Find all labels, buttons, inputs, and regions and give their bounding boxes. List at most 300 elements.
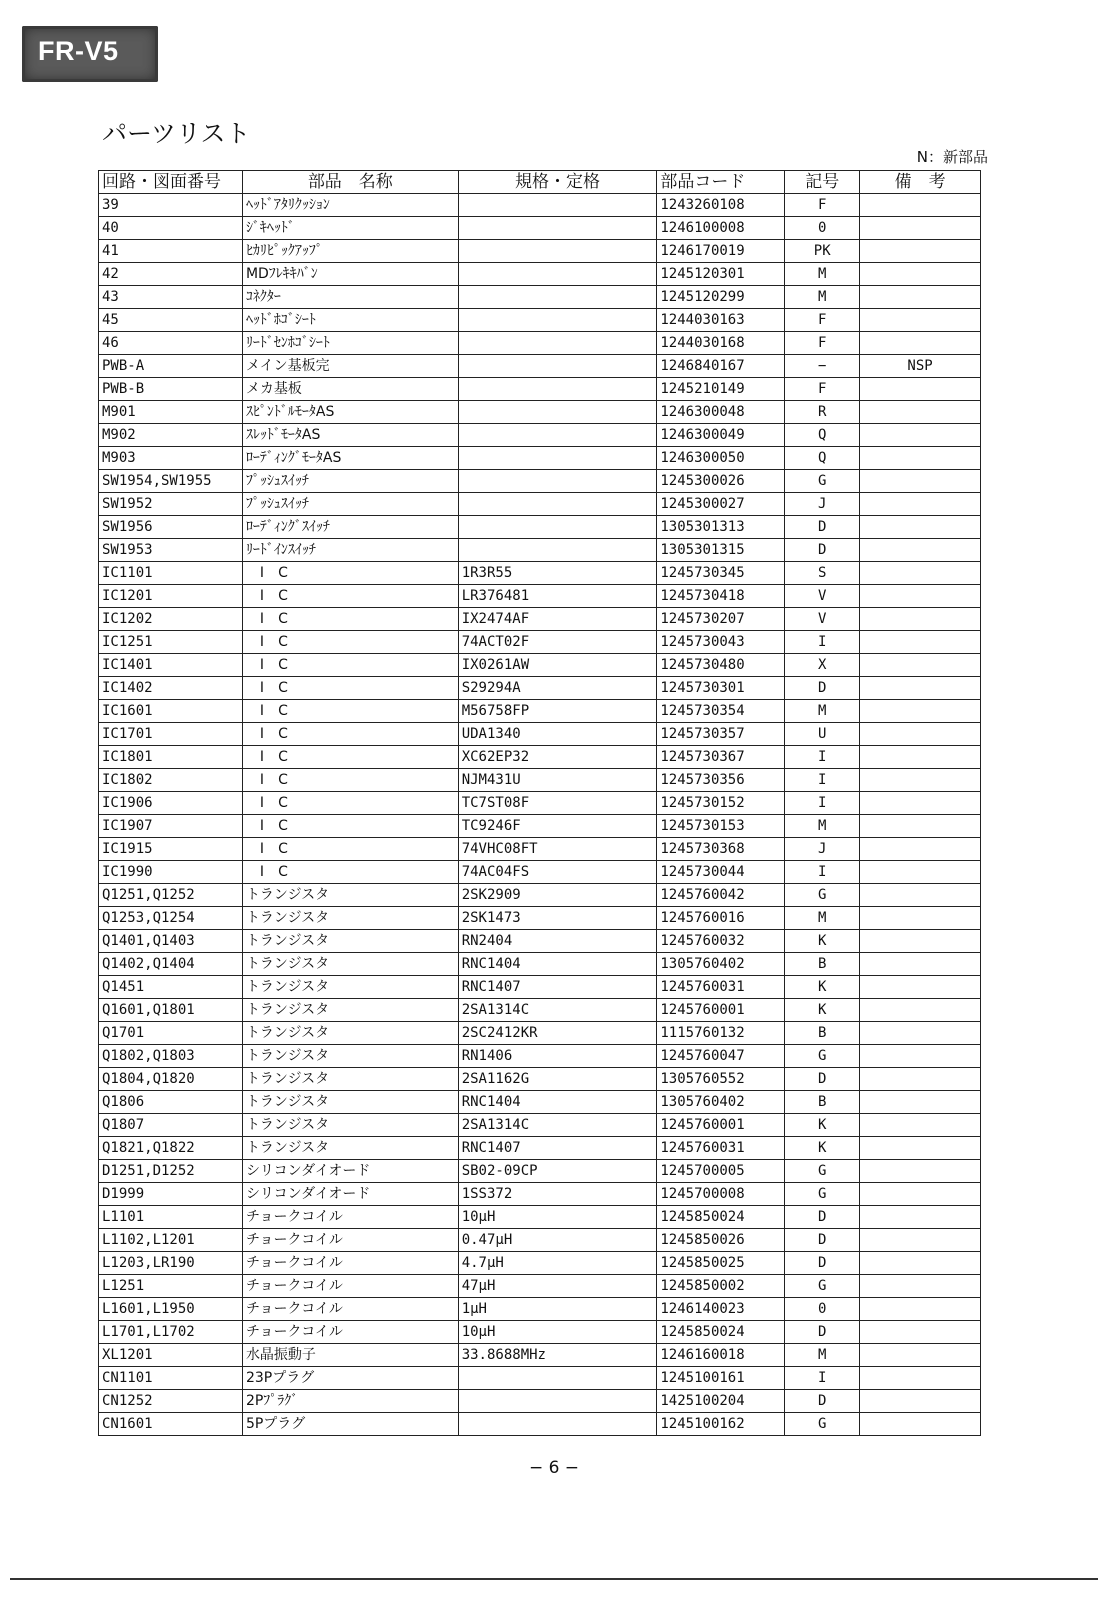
cell-spec: XC62EP32: [458, 746, 657, 769]
cell-ref: XL1201: [99, 1344, 243, 1367]
cell-ref: SW1956: [99, 516, 243, 539]
cell-name: チョークコイル: [242, 1275, 458, 1298]
cell-ref: IC1101: [99, 562, 243, 585]
cell-note: [860, 654, 981, 677]
cell-name: トランジスタ: [242, 1137, 458, 1160]
cell-spec: [458, 355, 657, 378]
cell-sym: B: [785, 1022, 860, 1045]
cell-sym: K: [785, 1114, 860, 1137]
table-row: [99, 1114, 981, 1137]
cell-ref: M903: [99, 447, 243, 470]
cell-ref: IC1401: [99, 654, 243, 677]
table-row: [99, 470, 981, 493]
cell-note: [860, 1252, 981, 1275]
cell-ref: Q1804,Q1820: [99, 1068, 243, 1091]
cell-spec: [458, 194, 657, 217]
cell-ref: IC1801: [99, 746, 243, 769]
cell-spec: 74ACT02F: [458, 631, 657, 654]
table-row: [99, 631, 981, 654]
header-spec: 規格・定格: [458, 171, 657, 194]
cell-ref: IC1701: [99, 723, 243, 746]
table-row: [99, 700, 981, 723]
table-row: [99, 355, 981, 378]
cell-ref: Q1402,Q1404: [99, 953, 243, 976]
cell-code: 1246170019: [657, 240, 785, 263]
cell-code: 1246140023: [657, 1298, 785, 1321]
cell-sym: K: [785, 930, 860, 953]
cell-note: [860, 792, 981, 815]
cell-ref: M901: [99, 401, 243, 424]
cell-name: 水晶振動子: [242, 1344, 458, 1367]
cell-ref: IC1802: [99, 769, 243, 792]
cell-sym: 0: [785, 217, 860, 240]
cell-note: [860, 470, 981, 493]
cell-sym: G: [785, 1183, 860, 1206]
cell-code: 1245730356: [657, 769, 785, 792]
table-row: [99, 999, 981, 1022]
cell-spec: 2SC2412KR: [458, 1022, 657, 1045]
cell-ref: L1701,L1702: [99, 1321, 243, 1344]
cell-name: I C: [242, 838, 458, 861]
cell-name: トランジスタ: [242, 1091, 458, 1114]
cell-note: [860, 1114, 981, 1137]
cell-spec: 33.8688MHz: [458, 1344, 657, 1367]
cell-note: [860, 1275, 981, 1298]
cell-name: ｼﾞｷﾍｯﾄﾞ: [242, 217, 458, 240]
cell-name: トランジスタ: [242, 999, 458, 1022]
cell-ref: PWB-B: [99, 378, 243, 401]
cell-note: [860, 1137, 981, 1160]
cell-code: 1245100161: [657, 1367, 785, 1390]
cell-code: 1246300050: [657, 447, 785, 470]
cell-sym: J: [785, 493, 860, 516]
table-row: [99, 1298, 981, 1321]
cell-ref: Q1807: [99, 1114, 243, 1137]
cell-note: [860, 631, 981, 654]
table-row: [99, 654, 981, 677]
parts-table-body: [99, 194, 981, 1436]
cell-code: 1245300026: [657, 470, 785, 493]
cell-ref: 39: [99, 194, 243, 217]
table-row: [99, 585, 981, 608]
cell-sym: M: [785, 815, 860, 838]
cell-note: [860, 769, 981, 792]
cell-code: 1245760001: [657, 1114, 785, 1137]
cell-note: [860, 907, 981, 930]
table-row: [99, 562, 981, 585]
cell-sym: J: [785, 838, 860, 861]
cell-name: ﾘｰﾄﾞｲﾝｽｲｯﾁ: [242, 539, 458, 562]
cell-code: 1246840167: [657, 355, 785, 378]
cell-sym: I: [785, 861, 860, 884]
cell-name: トランジスタ: [242, 1114, 458, 1137]
cell-spec: 1SS372: [458, 1183, 657, 1206]
cell-note: [860, 263, 981, 286]
cell-code: 1245730207: [657, 608, 785, 631]
cell-ref: Q1806: [99, 1091, 243, 1114]
cell-code: 1245760031: [657, 1137, 785, 1160]
cell-note: [860, 286, 981, 309]
cell-code: 1245730354: [657, 700, 785, 723]
model-badge-text: FR-V5: [38, 36, 119, 66]
cell-ref: IC1906: [99, 792, 243, 815]
cell-code: 1245730152: [657, 792, 785, 815]
cell-sym: V: [785, 585, 860, 608]
cell-sym: G: [785, 884, 860, 907]
cell-ref: Q1253,Q1254: [99, 907, 243, 930]
cell-sym: D: [785, 516, 860, 539]
cell-note: [860, 194, 981, 217]
cell-name: ｺﾈｸﾀｰ: [242, 286, 458, 309]
cell-spec: [458, 1413, 657, 1436]
cell-spec: NJM431U: [458, 769, 657, 792]
table-header-row: [99, 171, 981, 194]
cell-spec: 47μH: [458, 1275, 657, 1298]
cell-sym: −: [785, 355, 860, 378]
table-row: [99, 907, 981, 930]
cell-name: ﾌﾟｯｼｭｽｲｯﾁ: [242, 470, 458, 493]
cell-note: [860, 447, 981, 470]
cell-spec: 2SA1162G: [458, 1068, 657, 1091]
cell-name: チョークコイル: [242, 1206, 458, 1229]
cell-name: メカ基板: [242, 378, 458, 401]
table-row: [99, 493, 981, 516]
cell-sym: G: [785, 1045, 860, 1068]
table-row: [99, 1160, 981, 1183]
header-sym: 記号: [785, 171, 860, 194]
cell-ref: 45: [99, 309, 243, 332]
cell-ref: CN1101: [99, 1367, 243, 1390]
cell-spec: 10μH: [458, 1206, 657, 1229]
cell-sym: D: [785, 1068, 860, 1091]
cell-name: I C: [242, 723, 458, 746]
cell-ref: IC1251: [99, 631, 243, 654]
cell-name: トランジスタ: [242, 907, 458, 930]
cell-note: [860, 401, 981, 424]
cell-spec: RN2404: [458, 930, 657, 953]
table-row: [99, 539, 981, 562]
cell-spec: [458, 309, 657, 332]
cell-code: 1243260108: [657, 194, 785, 217]
cell-note: [860, 539, 981, 562]
table-row: [99, 217, 981, 240]
cell-code: 1245850024: [657, 1321, 785, 1344]
cell-name: トランジスタ: [242, 953, 458, 976]
cell-ref: Q1701: [99, 1022, 243, 1045]
cell-name: チョークコイル: [242, 1252, 458, 1275]
cell-name: シリコンダイオード: [242, 1183, 458, 1206]
cell-name: I C: [242, 792, 458, 815]
cell-ref: Q1251,Q1252: [99, 884, 243, 907]
cell-spec: [458, 240, 657, 263]
cell-ref: IC1601: [99, 700, 243, 723]
cell-code: 1246300049: [657, 424, 785, 447]
cell-sym: R: [785, 401, 860, 424]
cell-ref: Q1821,Q1822: [99, 1137, 243, 1160]
cell-code: 1245730480: [657, 654, 785, 677]
cell-spec: RNC1404: [458, 953, 657, 976]
cell-sym: G: [785, 1160, 860, 1183]
table-row: [99, 1206, 981, 1229]
cell-sym: F: [785, 378, 860, 401]
cell-sym: F: [785, 194, 860, 217]
cell-spec: TC9246F: [458, 815, 657, 838]
cell-code: 1246300048: [657, 401, 785, 424]
cell-code: 1245730368: [657, 838, 785, 861]
cell-code: 1245210149: [657, 378, 785, 401]
bottom-rule: [10, 1578, 1098, 1580]
cell-ref: M902: [99, 424, 243, 447]
cell-note: [860, 930, 981, 953]
cell-note: [860, 1413, 981, 1436]
cell-code: 1305760402: [657, 1091, 785, 1114]
table-row: [99, 1091, 981, 1114]
table-row: [99, 378, 981, 401]
cell-note: [860, 999, 981, 1022]
cell-ref: IC1202: [99, 608, 243, 631]
cell-name: 5Pプラグ: [242, 1413, 458, 1436]
cell-code: 1245760047: [657, 1045, 785, 1068]
cell-note: [860, 516, 981, 539]
header-note: 備 考: [860, 171, 981, 194]
cell-sym: K: [785, 999, 860, 1022]
table-row: [99, 1045, 981, 1068]
cell-sym: B: [785, 953, 860, 976]
cell-ref: L1251: [99, 1275, 243, 1298]
cell-code: 1245760032: [657, 930, 785, 953]
cell-ref: 41: [99, 240, 243, 263]
cell-ref: IC1402: [99, 677, 243, 700]
model-badge: [22, 26, 158, 82]
cell-spec: [458, 424, 657, 447]
cell-code: 1245850002: [657, 1275, 785, 1298]
cell-sym: I: [785, 631, 860, 654]
cell-ref: D1999: [99, 1183, 243, 1206]
cell-spec: [458, 401, 657, 424]
cell-note: [860, 815, 981, 838]
table-row: [99, 746, 981, 769]
table-row: [99, 309, 981, 332]
table-row: [99, 516, 981, 539]
cell-name: ﾌﾟｯｼｭｽｲｯﾁ: [242, 493, 458, 516]
cell-name: トランジスタ: [242, 1068, 458, 1091]
table-row: [99, 194, 981, 217]
cell-spec: 4.7μH: [458, 1252, 657, 1275]
cell-spec: RNC1407: [458, 976, 657, 999]
table-row: [99, 1321, 981, 1344]
cell-ref: IC1201: [99, 585, 243, 608]
cell-note: NSP: [860, 355, 981, 378]
cell-ref: Q1401,Q1403: [99, 930, 243, 953]
cell-sym: B: [785, 1091, 860, 1114]
cell-name: チョークコイル: [242, 1229, 458, 1252]
cell-code: 1245850025: [657, 1252, 785, 1275]
cell-name: I C: [242, 631, 458, 654]
cell-code: 1245100162: [657, 1413, 785, 1436]
cell-note: [860, 838, 981, 861]
cell-spec: 10μH: [458, 1321, 657, 1344]
table-row: [99, 861, 981, 884]
table-row: [99, 1022, 981, 1045]
cell-spec: [458, 263, 657, 286]
cell-ref: IC1990: [99, 861, 243, 884]
cell-ref: SW1954,SW1955: [99, 470, 243, 493]
cell-code: 1425100204: [657, 1390, 785, 1413]
cell-name: I C: [242, 677, 458, 700]
cell-code: 1245730301: [657, 677, 785, 700]
header-code: 部品コード: [657, 171, 785, 194]
cell-sym: G: [785, 1413, 860, 1436]
table-row: [99, 1344, 981, 1367]
cell-name: I C: [242, 585, 458, 608]
cell-code: 1245730044: [657, 861, 785, 884]
cell-ref: 40: [99, 217, 243, 240]
cell-name: I C: [242, 815, 458, 838]
cell-note: [860, 585, 981, 608]
new-part-legend: N：新部品: [916, 148, 988, 166]
cell-sym: M: [785, 263, 860, 286]
cell-name: トランジスタ: [242, 930, 458, 953]
table-row: [99, 1390, 981, 1413]
cell-code: 1245730345: [657, 562, 785, 585]
table-row: [99, 677, 981, 700]
cell-note: [860, 1160, 981, 1183]
cell-note: [860, 309, 981, 332]
cell-name: I C: [242, 654, 458, 677]
cell-spec: 2SA1314C: [458, 1114, 657, 1137]
cell-sym: F: [785, 309, 860, 332]
cell-ref: Q1802,Q1803: [99, 1045, 243, 1068]
cell-spec: [458, 217, 657, 240]
cell-sym: D: [785, 1206, 860, 1229]
cell-code: 1305301313: [657, 516, 785, 539]
cell-code: 1245730357: [657, 723, 785, 746]
cell-name: トランジスタ: [242, 1045, 458, 1068]
cell-spec: UDA1340: [458, 723, 657, 746]
table-row: [99, 769, 981, 792]
cell-name: トランジスタ: [242, 976, 458, 999]
cell-name: 23Pプラグ: [242, 1367, 458, 1390]
cell-sym: D: [785, 539, 860, 562]
cell-ref: IC1915: [99, 838, 243, 861]
cell-ref: SW1953: [99, 539, 243, 562]
cell-sym: Q: [785, 447, 860, 470]
cell-ref: L1601,L1950: [99, 1298, 243, 1321]
table-row: [99, 332, 981, 355]
cell-code: 1305760402: [657, 953, 785, 976]
cell-name: ｽﾚｯﾄﾞﾓｰﾀAS: [242, 424, 458, 447]
cell-note: [860, 976, 981, 999]
cell-spec: M56758FP: [458, 700, 657, 723]
table-row: [99, 953, 981, 976]
cell-spec: [458, 1390, 657, 1413]
cell-sym: K: [785, 976, 860, 999]
cell-spec: RNC1404: [458, 1091, 657, 1114]
table-row: [99, 608, 981, 631]
cell-ref: SW1952: [99, 493, 243, 516]
cell-spec: IX2474AF: [458, 608, 657, 631]
table-row: [99, 884, 981, 907]
cell-name: ﾛｰﾃﾞｨﾝｸﾞﾓｰﾀAS: [242, 447, 458, 470]
cell-code: 1245760031: [657, 976, 785, 999]
cell-name: チョークコイル: [242, 1321, 458, 1344]
cell-sym: I: [785, 1367, 860, 1390]
cell-note: [860, 424, 981, 447]
cell-name: ｽﾋﾟﾝﾄﾞﾙﾓｰﾀAS: [242, 401, 458, 424]
cell-spec: S29294A: [458, 677, 657, 700]
cell-spec: [458, 493, 657, 516]
cell-code: 1245850026: [657, 1229, 785, 1252]
cell-note: [860, 1183, 981, 1206]
cell-sym: X: [785, 654, 860, 677]
cell-spec: 1μH: [458, 1298, 657, 1321]
cell-name: I C: [242, 562, 458, 585]
cell-spec: LR376481: [458, 585, 657, 608]
cell-sym: F: [785, 332, 860, 355]
cell-spec: [458, 516, 657, 539]
cell-spec: [458, 447, 657, 470]
cell-sym: 0: [785, 1298, 860, 1321]
cell-spec: 74AC04FS: [458, 861, 657, 884]
table-row: [99, 1275, 981, 1298]
cell-ref: IC1907: [99, 815, 243, 838]
cell-sym: M: [785, 1344, 860, 1367]
cell-code: 1244030163: [657, 309, 785, 332]
cell-note: [860, 240, 981, 263]
cell-note: [860, 700, 981, 723]
cell-code: 1245760042: [657, 884, 785, 907]
table-row: [99, 1229, 981, 1252]
cell-ref: D1251,D1252: [99, 1160, 243, 1183]
cell-name: ﾋｶﾘﾋﾟｯｸｱｯﾌﾟ: [242, 240, 458, 263]
table-row: [99, 286, 981, 309]
table-row: [99, 1367, 981, 1390]
cell-code: 1246160018: [657, 1344, 785, 1367]
cell-spec: [458, 539, 657, 562]
cell-name: I C: [242, 861, 458, 884]
cell-spec: 74VHC08FT: [458, 838, 657, 861]
cell-note: [860, 677, 981, 700]
cell-note: [860, 1344, 981, 1367]
cell-spec: [458, 378, 657, 401]
table-row: [99, 930, 981, 953]
cell-sym: G: [785, 470, 860, 493]
cell-note: [860, 608, 981, 631]
table-row: [99, 723, 981, 746]
cell-name: I C: [242, 608, 458, 631]
cell-spec: 2SA1314C: [458, 999, 657, 1022]
cell-name: I C: [242, 769, 458, 792]
cell-note: [860, 1206, 981, 1229]
cell-sym: M: [785, 700, 860, 723]
cell-note: [860, 562, 981, 585]
cell-sym: D: [785, 1321, 860, 1344]
cell-spec: RNC1407: [458, 1137, 657, 1160]
cell-name: トランジスタ: [242, 884, 458, 907]
cell-code: 1245730043: [657, 631, 785, 654]
cell-name: I C: [242, 746, 458, 769]
cell-sym: D: [785, 1229, 860, 1252]
cell-name: シリコンダイオード: [242, 1160, 458, 1183]
cell-spec: [458, 286, 657, 309]
cell-spec: RN1406: [458, 1045, 657, 1068]
cell-code: 1245730153: [657, 815, 785, 838]
cell-note: [860, 1321, 981, 1344]
cell-sym: U: [785, 723, 860, 746]
cell-spec: 0.47μH: [458, 1229, 657, 1252]
cell-spec: TC7ST08F: [458, 792, 657, 815]
cell-spec: [458, 470, 657, 493]
